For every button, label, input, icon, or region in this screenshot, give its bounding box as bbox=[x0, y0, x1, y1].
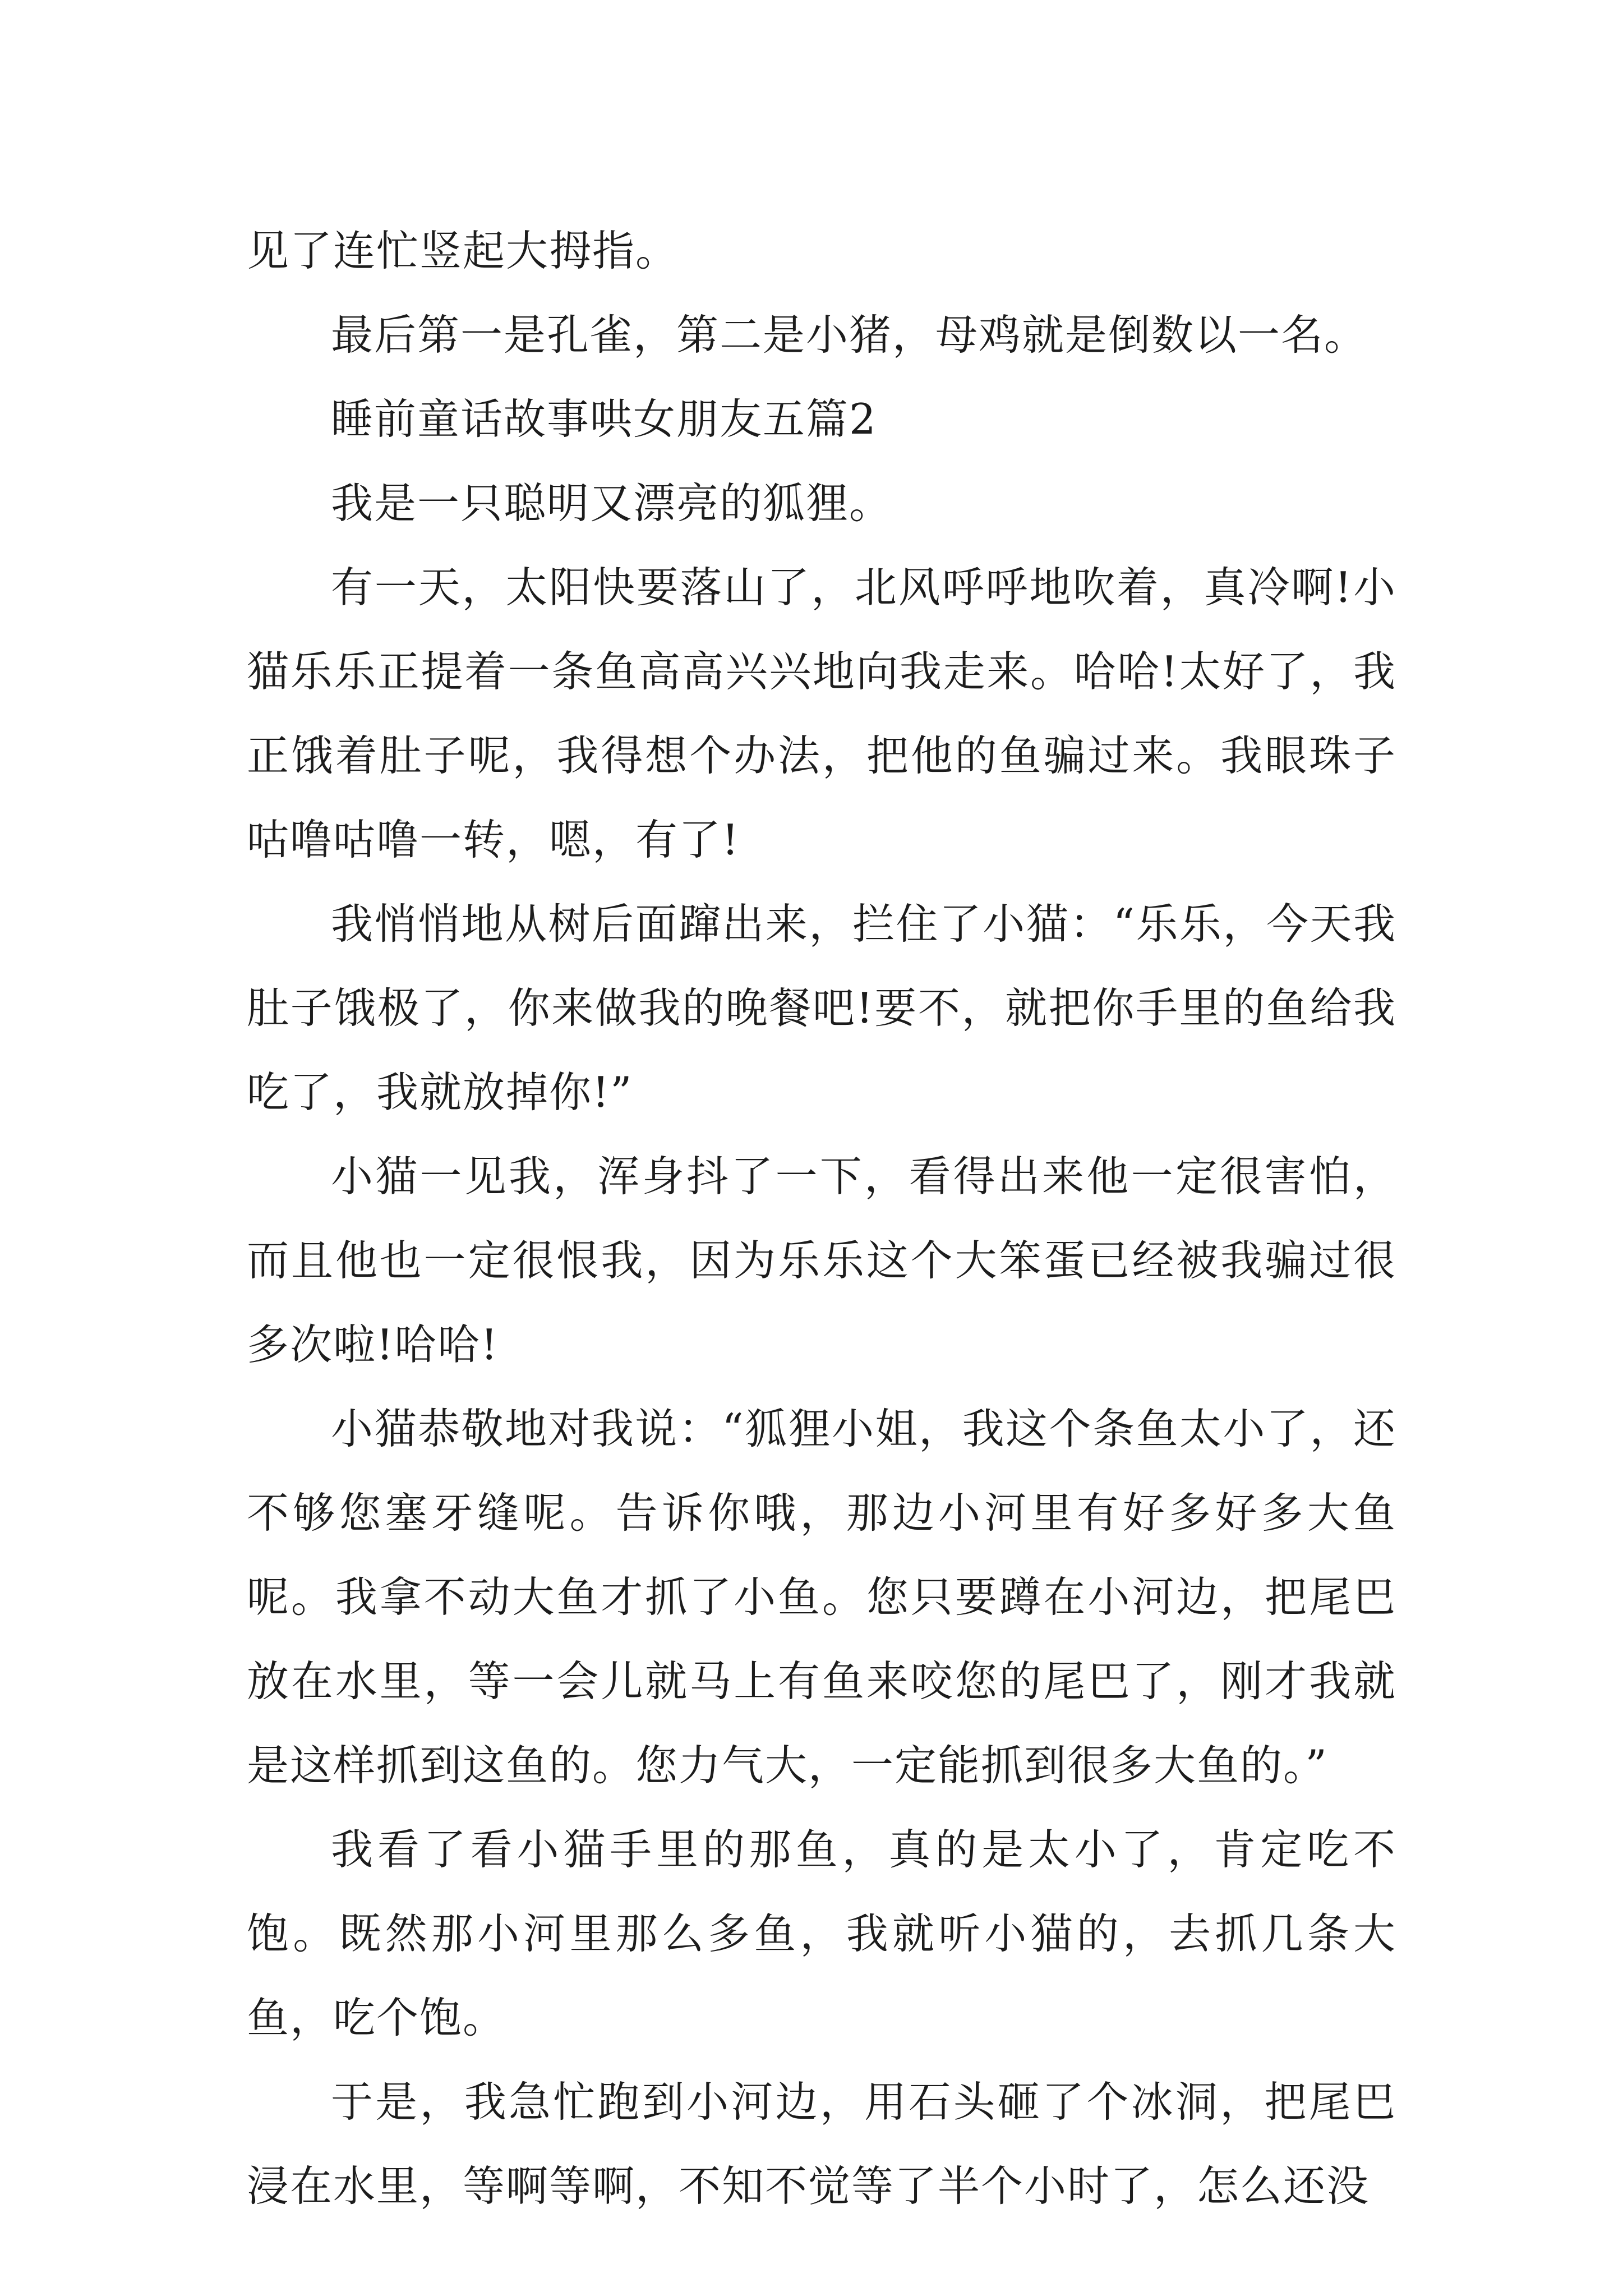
document-body bbox=[247, 209, 1396, 2228]
paragraph-8: 我看了看小猫手里的那鱼，真的是太小了，肯定吃不饱。既然那小河里那么多鱼，我就听小猫的，去抓几条大鱼，吃个饱。 bbox=[247, 1825, 1396, 2042]
paragraph-9: 于是，我急忙跑到小河边，用石头砸了个冰洞，把尾巴浸在水里，等啊等啊，不知不觉等了半个小时了，怎么还没 bbox=[247, 2077, 1396, 2211]
paragraph-7: 小猫恭敬地对我说：“狐狸小姐，我这个条鱼太小了，还不够您塞牙缝呢。告诉你哦，那边小河里有好多好多大鱼呢。我拿不动大鱼才抓了小鱼。您只要蹲在小河边，把尾巴放在水里，等一会儿就马上有鱼来咬您的尾巴了，刚才我就是这样抓到这鱼的。您力气大，一定能抓到很多大鱼的。” bbox=[247, 1404, 1396, 1790]
paragraph-1: 见了连忙竖起大拇指。 bbox=[247, 226, 679, 275]
section-heading: 睡前童话故事哄女朋友五篇2 bbox=[331, 394, 877, 444]
paragraph-4: 有一天，太阳快要落山了，北风呼呼地吹着，真冷啊!小猫乐乐正提着一条鱼高高兴兴地向我走来。哈哈!太好了，我正饿着肚子呢，我得想个办法，把他的鱼骗过来。我眼珠子咕噜咕噜一转，嗯，有了! bbox=[247, 563, 1396, 864]
paragraph-3: 我是一只聪明又漂亮的狐狸。 bbox=[331, 478, 893, 528]
paragraph-2: 最后第一是孔雀，第二是小猪，母鸡就是倒数以一名。 bbox=[331, 310, 1368, 360]
paragraph-6: 小猫一见我，浑身抖了一下，看得出来他一定很害怕，而且他也一定很恨我，因为乐乐这个大笨蛋已经被我骗过很多次啦!哈哈! bbox=[247, 1152, 1396, 1369]
paragraph-5: 我悄悄地从树后面蹿出来，拦住了小猫：“乐乐，今天我肚子饿极了，你来做我的晚餐吧!要不，就把你手里的鱼给我吃了，我就放掉你!” bbox=[247, 899, 1396, 1117]
